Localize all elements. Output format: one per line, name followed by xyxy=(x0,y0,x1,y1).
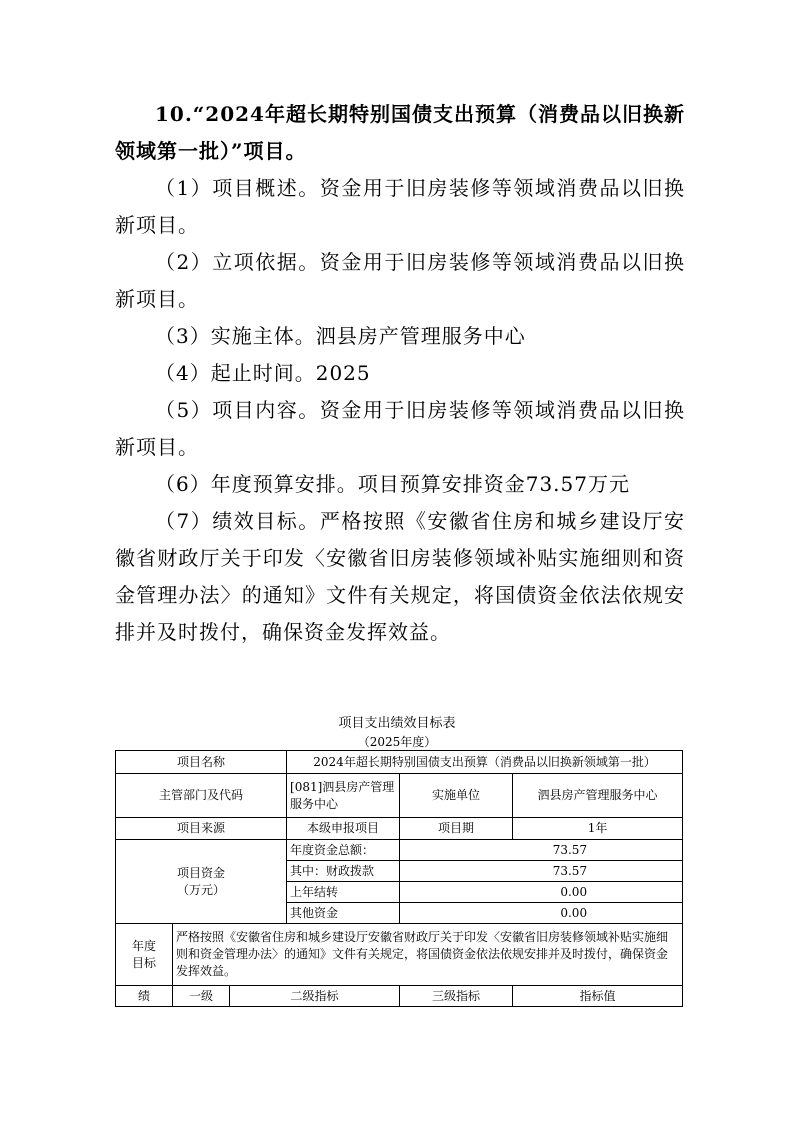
table-title: 项目支出绩效目标表 xyxy=(338,716,456,731)
project-name-label: 项目名称 xyxy=(116,751,287,774)
table-row xyxy=(116,840,683,861)
goal-label-line2: 目标 xyxy=(131,955,156,970)
funds-fiscal-value: 73.57 xyxy=(400,861,683,882)
impl-value: 泗县房产管理服务中心 xyxy=(513,774,683,818)
performance-goal-table xyxy=(115,750,683,1007)
article-body xyxy=(115,96,685,651)
funds-other-label: 其他资金 xyxy=(287,903,400,924)
dept-label: 主管部门及代码 xyxy=(116,774,287,818)
table-row xyxy=(116,924,683,986)
indicator-level3-header: 三级指标 xyxy=(400,986,513,1007)
funds-other-value: 0.00 xyxy=(400,903,683,924)
funds-label-line1: 项目资金 xyxy=(177,865,226,880)
paragraph-basis: （2）立项依据。资金用于旧房装修等领域消费品以旧换新项目。 xyxy=(115,250,685,311)
paragraph-time: （4）起止时间。2025 xyxy=(155,361,371,385)
paragraph-goal: （7）绩效目标。严格按照《安徽省住房和城乡建设厅安徽省财政厅关于印发〈安徽省旧房装修领域补贴实施细则和资金管理办法〉的通知》文件有关规定，将国债资金依法依规安排并及时拨付，确保资金发挥效益。 xyxy=(115,509,685,644)
paragraph-subject: （3）实施主体。泗县房产管理服务中心 xyxy=(155,324,526,348)
indicator-col0: 绩 xyxy=(116,986,173,1007)
goal-label-line1: 年度 xyxy=(131,938,156,953)
indicator-level1-header: 一级 xyxy=(173,986,230,1007)
paragraph-overview: （1）项目概述。资金用于旧房装修等领域消费品以旧换新项目。 xyxy=(115,176,685,237)
funds-total-label: 年度资金总额： xyxy=(287,840,400,861)
dept-value: [081]泗县房产管理服务中心 xyxy=(287,774,400,818)
period-label: 项目期 xyxy=(400,818,513,840)
table-row xyxy=(116,986,683,1007)
table-row xyxy=(116,751,683,774)
paragraph-budget: （6）年度预算安排。项目预算安排资金73.57万元 xyxy=(155,472,630,496)
project-name-value: 2024年超长期特别国债支出预算（消费品以旧换新领域第一批） xyxy=(287,751,683,774)
paragraph-content: （5）项目内容。资金用于旧房装修等领域消费品以旧换新项目。 xyxy=(115,398,685,459)
table-row xyxy=(116,774,683,818)
impl-label: 实施单位 xyxy=(400,774,513,818)
goal-label xyxy=(116,924,173,986)
funds-fiscal-label: 其中：财政拨款 xyxy=(287,861,400,882)
period-value: 1年 xyxy=(513,818,683,840)
table-row xyxy=(116,818,683,840)
source-label: 项目来源 xyxy=(116,818,287,840)
funds-label xyxy=(116,840,287,924)
funds-carryover-value: 0.00 xyxy=(400,882,683,903)
funds-carryover-label: 上年结转 xyxy=(287,882,400,903)
funds-label-line2: （万元） xyxy=(177,882,226,897)
funds-total-value: 73.57 xyxy=(400,840,683,861)
table-subtitle: （2025年度） xyxy=(357,735,437,749)
source-value: 本级申报项目 xyxy=(287,818,400,840)
indicator-level2-header: 二级指标 xyxy=(230,986,400,1007)
article-heading: 10.“2024年超长期特别国债支出预算（消费品以旧换新领域第一批）”项目。 xyxy=(115,102,685,163)
indicator-value-header: 指标值 xyxy=(513,986,683,1007)
goal-text: 严格按照《安徽省住房和城乡建设厅安徽省财政厅关于印发〈安徽省旧房装修领域补贴实施细则和资金管理办法〉的通知》文件有关规定，将国债资金依法依规安排并及时拨付，确保资金发挥效益。 xyxy=(173,924,683,986)
